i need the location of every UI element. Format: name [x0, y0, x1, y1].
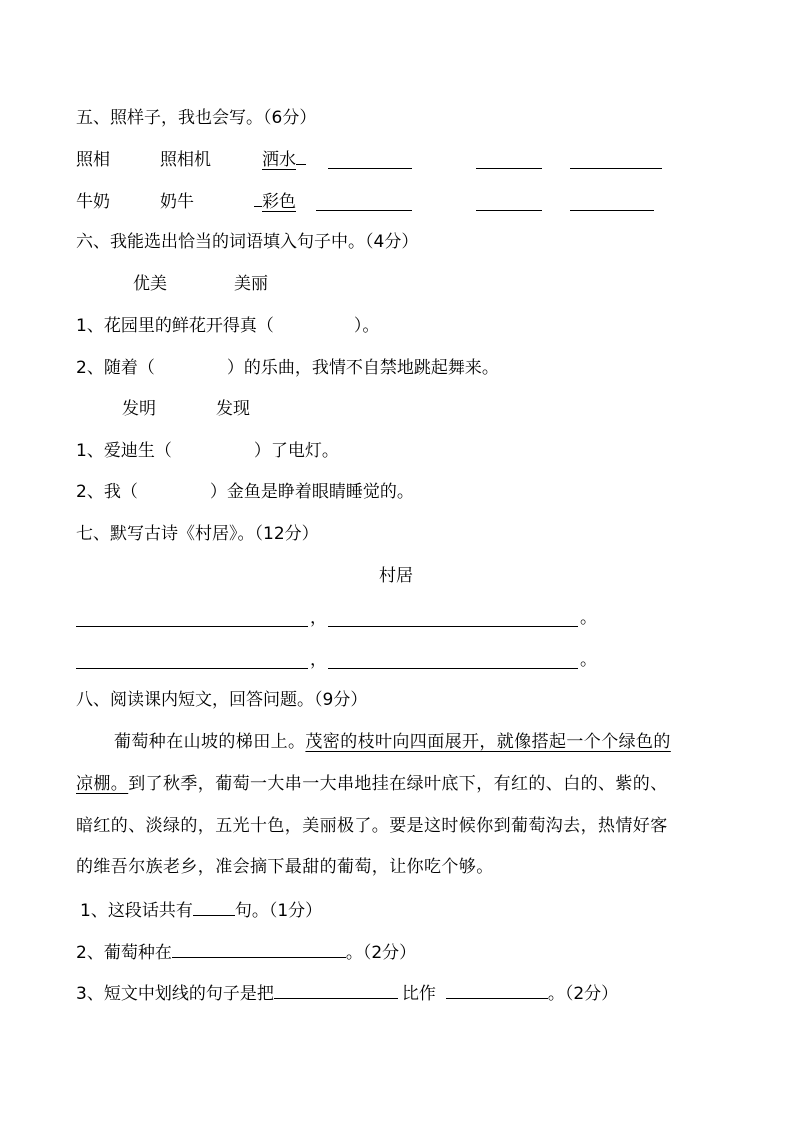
word-niunai: 牛奶: [76, 192, 110, 212]
q-text-after: 。（2分）: [345, 943, 417, 963]
answer-blank-2a[interactable]: [316, 190, 412, 211]
question-6-1: [76, 314, 379, 338]
q-text-after: ）。: [353, 316, 380, 336]
word-caise-text: 彩色: [262, 192, 296, 212]
word-option-youmei: 优美: [133, 274, 167, 294]
answer-blank[interactable]: [172, 939, 346, 958]
passage-line-3: 暗红的、淡绿的，五光十色，美丽极了。要是这时候你到葡萄沟去，热情好客: [76, 816, 668, 836]
poem-title: 村居: [379, 566, 413, 586]
passage-line-4: 的维吾尔族老乡，准会摘下最甜的葡萄，让你吃个够。: [76, 857, 494, 877]
word-option-faxian: 发现: [216, 399, 250, 419]
passage-line-2: [76, 772, 668, 796]
answer-blank-2c[interactable]: [570, 190, 654, 211]
q-text-before: 1、这段话共有: [80, 901, 193, 921]
poem-comma: ，: [310, 608, 327, 628]
answer-blank-1b[interactable]: [476, 148, 542, 169]
q-text-before: 2、我（: [76, 482, 138, 502]
q-text-before: 2、葡萄种在: [76, 943, 172, 963]
passage-underlined-sentence: 凉棚。: [76, 774, 129, 794]
q-text-mid: 比作: [401, 984, 436, 1004]
q-text-before: 2、随着（: [76, 358, 155, 378]
poem-line-blank-1[interactable]: [76, 606, 308, 627]
question-8-1: [80, 897, 322, 923]
word-zhaoxiangji: 照相机: [160, 150, 211, 170]
q-text-after: 句。（1分）: [234, 901, 323, 921]
passage-text: 葡萄种在山坡的梯田上。: [114, 732, 306, 752]
passage-text: 到了秋季，葡萄一大串一大串地挂在绿叶底下，有红的、白的、紫的、: [128, 774, 668, 794]
q-text-after: 。（2分）: [547, 984, 619, 1004]
word-option-faming: 发明: [122, 399, 156, 419]
poem-period: 。: [580, 608, 597, 628]
section6-title: 六、我能选出恰当的词语填入句子中。（4分）: [76, 232, 419, 252]
q-text-before: 1、爱迪生（: [76, 441, 172, 461]
question-6-4: [76, 480, 414, 504]
answer-blank[interactable]: [274, 980, 398, 999]
section5-title: 五、照样子，我也会写。（6分）: [76, 108, 317, 128]
question-8-2: [76, 939, 416, 965]
word-zhaoxiang: 照相: [76, 150, 110, 170]
word-caise: [254, 190, 296, 214]
word-option-meili: 美丽: [234, 274, 268, 294]
poem-line-blank-2[interactable]: [328, 606, 578, 627]
poem-line-blank-3[interactable]: [76, 648, 308, 669]
section8-title: 八、阅读课内短文，回答问题。（9分）: [76, 690, 368, 710]
answer-blank[interactable]: [193, 897, 235, 916]
question-6-3: [76, 439, 339, 463]
word-sashui: [262, 148, 306, 172]
blank-underline: [296, 164, 306, 165]
section7-title: 七、默写古诗《村居》。（12分）: [76, 524, 319, 544]
answer-blank-1c[interactable]: [570, 148, 662, 169]
q-text-after: ）的乐曲，我情不自禁地跳起舞来。: [226, 358, 499, 378]
answer-blank-1a[interactable]: [328, 148, 412, 169]
q-text-before: 1、花园里的鲜花开得真（: [76, 316, 274, 336]
passage-line-1: [114, 730, 671, 754]
answer-blank[interactable]: [446, 980, 548, 999]
q-text-after: ）金鱼是睁着眼睛睡觉的。: [209, 482, 414, 502]
blank-underline: [254, 206, 262, 207]
question-6-2: [76, 356, 499, 380]
word-sashui-text: 洒水: [262, 150, 296, 170]
poem-comma: ，: [310, 650, 327, 670]
poem-period: 。: [580, 650, 597, 670]
q-text-before: 3、短文中划线的句子是把: [76, 984, 274, 1004]
q-text-after: ）了电灯。: [253, 441, 339, 461]
question-8-3: [76, 980, 618, 1006]
poem-line-blank-4[interactable]: [328, 648, 578, 669]
answer-blank-2b[interactable]: [476, 190, 542, 211]
passage-underlined-sentence: 茂密的枝叶向四面展开，就像搭起一个个绿色的: [305, 732, 671, 752]
word-nainiu: 奶牛: [160, 192, 194, 212]
